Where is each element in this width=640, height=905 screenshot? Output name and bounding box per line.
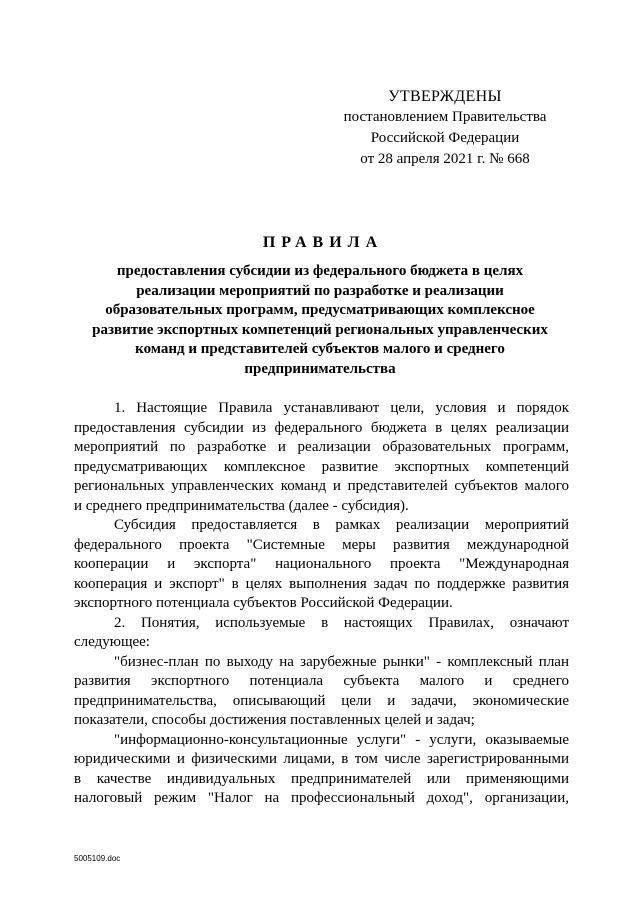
subtitle-line: предпринимательства <box>244 360 396 377</box>
body-text-line: предусматривающих комплексное развитие экспортных компетенций <box>74 458 569 475</box>
document-body <box>74 399 569 809</box>
body-text-line: показатели, способы достижения поставленных целей и задач; <box>74 712 475 728</box>
body-text-line: мероприятий по разработке и реализации образовательных программ, <box>74 439 569 455</box>
body-text-line: "бизнес-план по выходу на зарубежные рынки" - комплексный план <box>114 653 569 670</box>
body-text-line: кооперации и экспорта" национального проекта "Международная <box>74 556 569 572</box>
body-text-line: юридическими и физическими лицами, в том числе зарегистрированными <box>74 751 569 767</box>
approval-date-number: от 28 апреля 2021 г. № 668 <box>360 151 530 167</box>
body-text-line: "информационно-консультационные услуги" - услуги, оказываемые <box>114 731 569 748</box>
approval-stamp <box>330 86 560 170</box>
subtitle-line: реализации мероприятий по разработке и реализации <box>136 282 504 299</box>
body-text-line: развития экспортного потенциала субъекта малого и среднего <box>74 673 569 689</box>
body-text-line: экспортного потенциала субъектов Российской Федерации. <box>74 595 453 611</box>
subtitle-line: команд и представителей субъектов малого и среднего <box>135 341 505 357</box>
body-text-line: региональных управленческих команд и представителей субъектов малого <box>74 478 569 494</box>
document-heading: ПРАВИЛА <box>262 234 384 251</box>
body-text-line: предпринимательства, описывающий цели и задачи, экономические <box>74 692 569 709</box>
subtitle-line: развитие экспортных компетенций региональных управленческих <box>92 321 548 338</box>
approval-line: постановлением Правительства <box>343 109 547 125</box>
document-subtitle <box>80 262 560 379</box>
body-text-line: в качестве индивидуальных предпринимателей или применяющими <box>74 770 569 787</box>
body-text-line: 2. Понятия, используемые в настоящих Правилах, означают <box>114 614 569 631</box>
approval-line: Российской Федерации <box>370 130 520 146</box>
body-text-line: следующее: <box>74 634 150 650</box>
body-text-line: федерального проекта "Системные меры развития международной <box>74 536 569 553</box>
body-text-line: Субсидия предоставляется в рамках реализации мероприятий <box>114 517 569 533</box>
body-text-line: 1. Настоящие Правила устанавливают цели, условия и порядок <box>114 400 569 416</box>
body-text-line: и среднего предпринимательства (далее - субсидия). <box>74 497 409 514</box>
body-text-line: налоговый режим "Налог на профессиональный доход", организации, <box>74 790 569 806</box>
footer-file-code: 5005109.doc <box>74 854 121 863</box>
subtitle-line: предоставления субсидии из федерального бюджета в целях <box>116 263 524 279</box>
body-text-line: кооперация и экспорт" в целях выполнения задач по поддержке развития <box>74 575 569 592</box>
subtitle-line: образовательных программ, предусматривающих комплексное <box>105 302 535 318</box>
approval-title: УТВЕРЖДЕНЫ <box>388 88 502 105</box>
body-text-line: предоставления субсидии из федерального бюджета в целях реализации <box>74 419 569 436</box>
